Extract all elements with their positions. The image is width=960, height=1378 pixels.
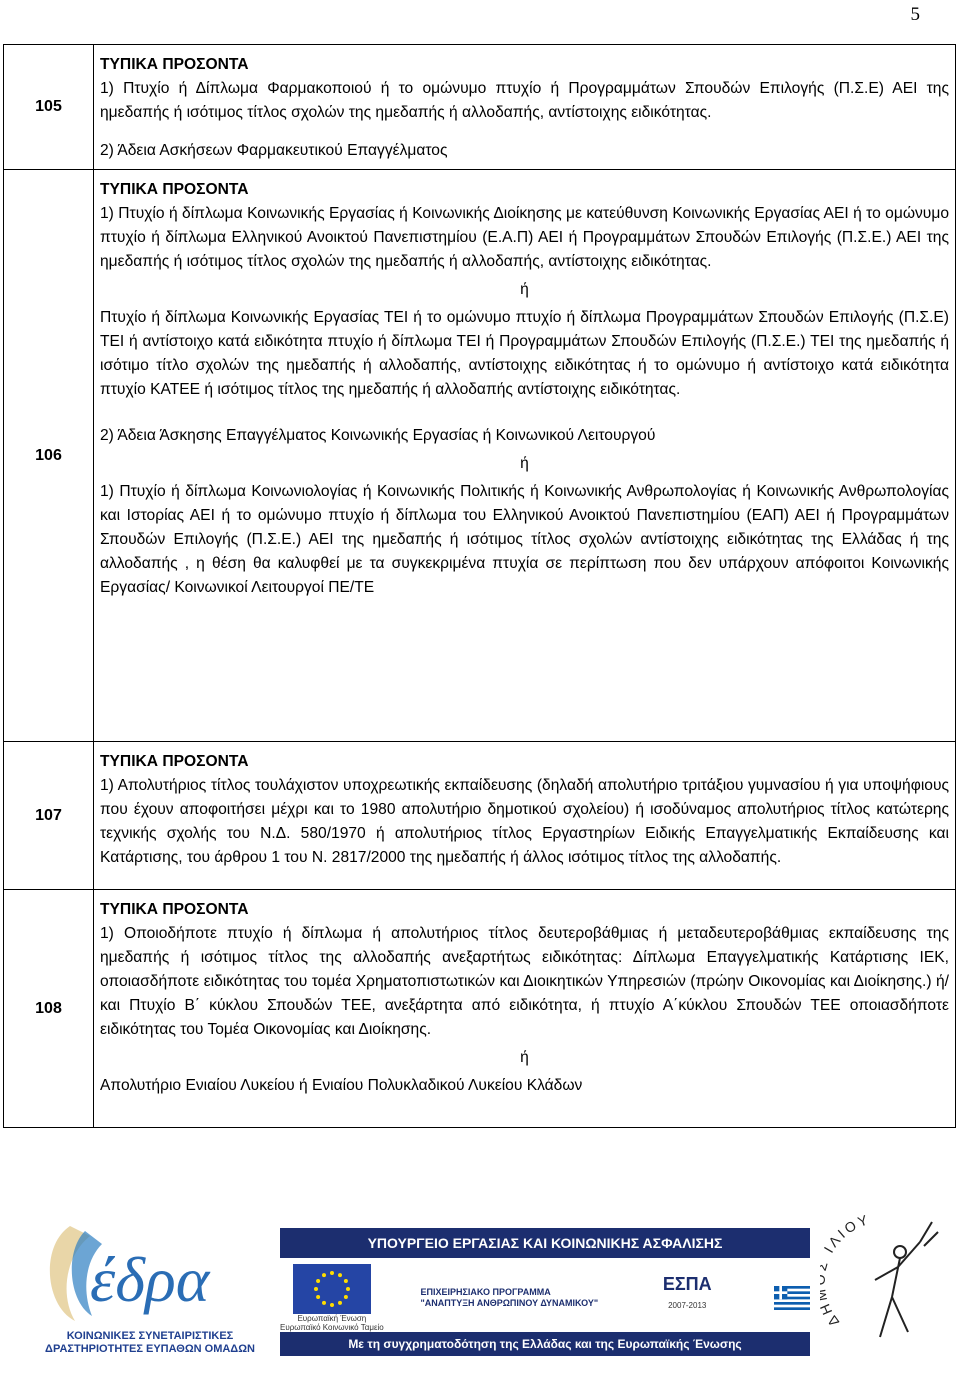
row-number: 108	[4, 890, 94, 1128]
paragraph: 1) Απολυτήριος τίτλος τουλάχιστον υποχρεωτικής εκπαίδευσης (δηλαδή απολυτήριο τριτάξιου γυμνασίου ή για υποψήφιους που έχουν αποφοιτήσει μέχρι και το 1980 απολυτήριο δημοτικού σχολείου) ή ισοδύναμος απολυτήριος τίτλος κατώτερης τεχνικής σχολής του Ν.Δ. 580/1970 ή απολυτήριος τίτλος Εργαστηρίων Ειδικής Επαγγελματικής Εκπαίδευσης και Κατάρτισης, του άρθρου 1 του Ν. 2817/2000 της ημεδαπής ή άλλος ισότιμος τίτλος της αλλοδαπής.	[100, 777, 949, 866]
row-content	[94, 45, 956, 170]
espa-years: 2007-2013	[668, 1301, 707, 1310]
dimos-emblem	[820, 1202, 950, 1362]
spacer	[100, 125, 949, 139]
edra-logo	[30, 1206, 270, 1346]
greek-flag-graphic	[774, 1286, 810, 1310]
eu-caption-2: Ευρωπαϊκό Κοινωνικό Ταμείο	[280, 1323, 384, 1332]
table-row	[4, 170, 956, 742]
qualifications-table	[3, 44, 956, 1128]
paragraph: Πτυχίο ή δίπλωμα Κοινωνικής Εργασίας ΤΕΙ ή το ομώνυμο πτυχίο ή δίπλωμα Προγραμμάτων Σπουδών Επιλογής (Π.Σ.Ε) ΤΕΙ ή αντίστοιχο κατά ειδικότητα πτυχίο ή δίπλωμα ΤΕΙ ή Προγραμμάτων Σπουδών Επιλογής (Π.Σ.Ε.) ΤΕΙ της ημεδαπής ή ισότιμο τίτλο σχολών της ημεδαπής ή αλλοδαπής, αντίστοιχης ειδικότητας ή το ομώνυμο ή αντίστοιχο κατά ειδικότητα πτυχίο ΚΑΤΕΕ ή ισότιμος τίτλος της ημεδαπής ή αλλοδαπής αντίστοιχης ειδικότητας.	[100, 309, 949, 398]
eu-star-icon	[316, 1279, 320, 1283]
eu-logo-group	[280, 1264, 384, 1332]
section-heading: ΤΥΠΙΚΑ ΠΡΟΣΟΝΤΑ	[100, 753, 249, 770]
eu-star-icon	[322, 1301, 326, 1305]
spacer	[100, 402, 949, 424]
paragraph: 2) Άδεια Ασκήσεων Φαρμακευτικού Επαγγέλματος	[100, 142, 448, 159]
edra-caption-line-1: ΚΟΙΝΩΝΙΚΕΣ ΣΥΝΕΤΑΙΡΙΣΤΙΚΕΣ	[66, 1330, 234, 1342]
funding-banner: Με τη συγχρηματοδότηση της Ελλάδας και της Ευρωπαϊκής Ένωσης	[280, 1332, 810, 1356]
or-separator: ή	[520, 281, 529, 298]
paragraph: 1) Πτυχίο ή Δίπλωμα Φαρμακοποιού ή το ομώνυμο πτυχίο ή Προγραμμάτων Σπουδών Επιλογής (Π.Σ.Ε) ΑΕΙ της ημεδαπής ή ισότιμος τίτλος σχολών της ημεδαπής ή αλλοδαπής, αντίστοιχης ειδικότητας.	[100, 80, 949, 121]
dimos-iliou-logo	[820, 1202, 950, 1362]
edra-wordmark: έδρα	[90, 1244, 210, 1315]
paragraph: 1) Πτυχίο ή δίπλωμα Κοινωνιολογίας ή Κοινωνικής Πολιτικής ή Κοινωνικής Ανθρωπολογίας ή Κοινωνικής Ανθρωπολογίας και Ιστορίας ΑΕΙ ή το ομώνυμο πτυχίο ή δίπλωμα του Ελληνικού Ανοικτού Πανεπιστημίου (ΕΑΠ) ΑΕΙ ή Προγραμμάτων Σπουδών Επιλογής (Π.Σ.Ε.) ΑΕΙ της ημεδαπής ή ισότιμος τίτλος σχολών αντίστοιχης ειδικότητας της Ελλάδας ή της αλλοδαπής , η θέση θα καλυφθεί με τα συγκεκριμένα πτυχία σε περίπτωση που δεν υπάρχουν απόφοιτοι Κοινωνικής Εργασίας/ Κοινωνικοί Λειτουργοί ΠΕ/ΤΕ	[100, 483, 949, 596]
table-row	[4, 742, 956, 890]
table-row	[4, 890, 956, 1128]
dimos-text: Δ ΙΛΙΟΥ	[820, 1210, 873, 1330]
eu-star-icon	[346, 1287, 350, 1291]
row-number: 106	[4, 170, 94, 742]
eu-star-icon	[314, 1287, 318, 1291]
eu-star-icon	[330, 1303, 334, 1307]
page-number: 5	[910, 4, 920, 25]
eu-star-icon	[344, 1295, 348, 1299]
operational-programme-logo	[420, 1287, 600, 1309]
row-content	[94, 890, 956, 1128]
row-content	[94, 170, 956, 742]
table-row	[4, 45, 956, 170]
espa-logo	[637, 1273, 737, 1323]
paragraph: 2) Άδεια Άσκησης Επαγγέλματος Κοινωνικής Εργασίας ή Κοινωνικού Λειτουργού	[100, 427, 656, 444]
espa-title: ΕΣΠΑ	[662, 1274, 712, 1294]
edra-logo-graphic	[30, 1206, 270, 1336]
footer-logos	[0, 1180, 960, 1378]
op-line-1: ΕΠΙΧΕΙΡΗΣΙΑΚΟ ΠΡΟΓΡΑΜΜΑ	[420, 1287, 551, 1297]
eu-flag-icon	[293, 1264, 371, 1314]
section-heading: ΤΥΠΙΚΑ ΠΡΟΣΟΝΤΑ	[100, 181, 249, 198]
row-number: 105	[4, 45, 94, 170]
eu-star-icon	[338, 1273, 342, 1277]
row-content	[94, 742, 956, 890]
row-number: 107	[4, 742, 94, 890]
edra-caption	[30, 1330, 270, 1356]
section-heading: ΤΥΠΙΚΑ ΠΡΟΣΟΝΤΑ	[100, 901, 249, 918]
eu-star-icon	[330, 1271, 334, 1275]
eu-caption: Ευρωπαϊκή Ένωση	[297, 1314, 367, 1323]
eu-star-icon	[322, 1273, 326, 1277]
section-heading: ΤΥΠΙΚΑ ΠΡΟΣΟΝΤΑ	[100, 56, 249, 73]
eu-stars-icon	[293, 1264, 371, 1314]
greek-flag-icon	[774, 1286, 810, 1310]
or-separator: ή	[520, 455, 529, 472]
ministry-banner: ΥΠΟΥΡΓΕΙΟ ΕΡΓΑΣΙΑΣ ΚΑΙ ΚΟΙΝΩΝΙΚΗΣ ΑΣΦΑΛΙΣΗΣ	[280, 1228, 810, 1258]
op-line-2: "ΑΝΑΠΤΥΞΗ ΑΝΘΡΩΠΙΝΟΥ ΔΥΝΑΜΙΚΟΥ"	[420, 1298, 599, 1308]
paragraph: Απολυτήριο Ενιαίου Λυκείου ή Ενιαίου Πολυκλαδικού Λυκείου Κλάδων	[100, 1077, 583, 1094]
edra-caption-line-2: ΔΡΑΣΤΗΡΙΟΤΗΤΕΣ ΕΥΠΑΘΩΝ ΟΜΑΔΩΝ	[45, 1343, 255, 1355]
paragraph: 1) Πτυχίο ή δίπλωμα Κοινωνικής Εργασίας ή Κοινωνικής Διοίκησης με κατεύθυνση Κοινωνικής Εργασίας ΑΕΙ ή το ομώνυμο πτυχίο ή δίπλωμα Ελληνικού Ανοικτού Πανεπιστημίου (Ε.Α.Π) ΑΕΙ ή Προγραμμάτων Σπουδών Επιλογής (Π.Σ.Ε.) ΑΕΙ της ημεδαπής ή ισότιμος τίτλος σχολών της ημεδαπής ή αλλοδαπής, αντίστοιχης ειδικότητας.	[100, 205, 949, 270]
eu-star-icon	[316, 1295, 320, 1299]
eu-logos-row	[280, 1268, 810, 1332]
eu-star-icon	[344, 1279, 348, 1283]
or-separator: ή	[520, 1049, 529, 1066]
paragraph: 1) Οποιοδήποτε πτυχίο ή δίπλωμα ή απολυτήριος τίτλος δευτεροβάθμιας ή μεταδευτεροβάθμιας εκπαίδευσης της ημεδαπής ή ισότιμος τίτλος της αλλοδαπής ανεξαρτήτως ειδικότητας: Δίπλωμα Επαγγελματικής Κατάρτισης ΙΕΚ, οποιασδήποτε ειδικότητας του τομέα Χρηματοπιστωτικών και Διοικητικών Υπηρεσιών (πρώην Οικονομίας και Διοίκησης.) ή/ και Πτυχίο Β΄ κύκλου Σπουδών ΤΕΕ, ανεξάρτητα από ειδικότητα, ή πτυχίο Α΄κύκλου Σπουδών ΤΕΕ οποιασδήποτε ειδικότητας του Τομέα Οικονομίας και Διοίκησης.	[100, 925, 949, 1038]
dimos-figure-icon	[875, 1222, 938, 1337]
table-body	[4, 45, 956, 1128]
eu-star-icon	[338, 1301, 342, 1305]
